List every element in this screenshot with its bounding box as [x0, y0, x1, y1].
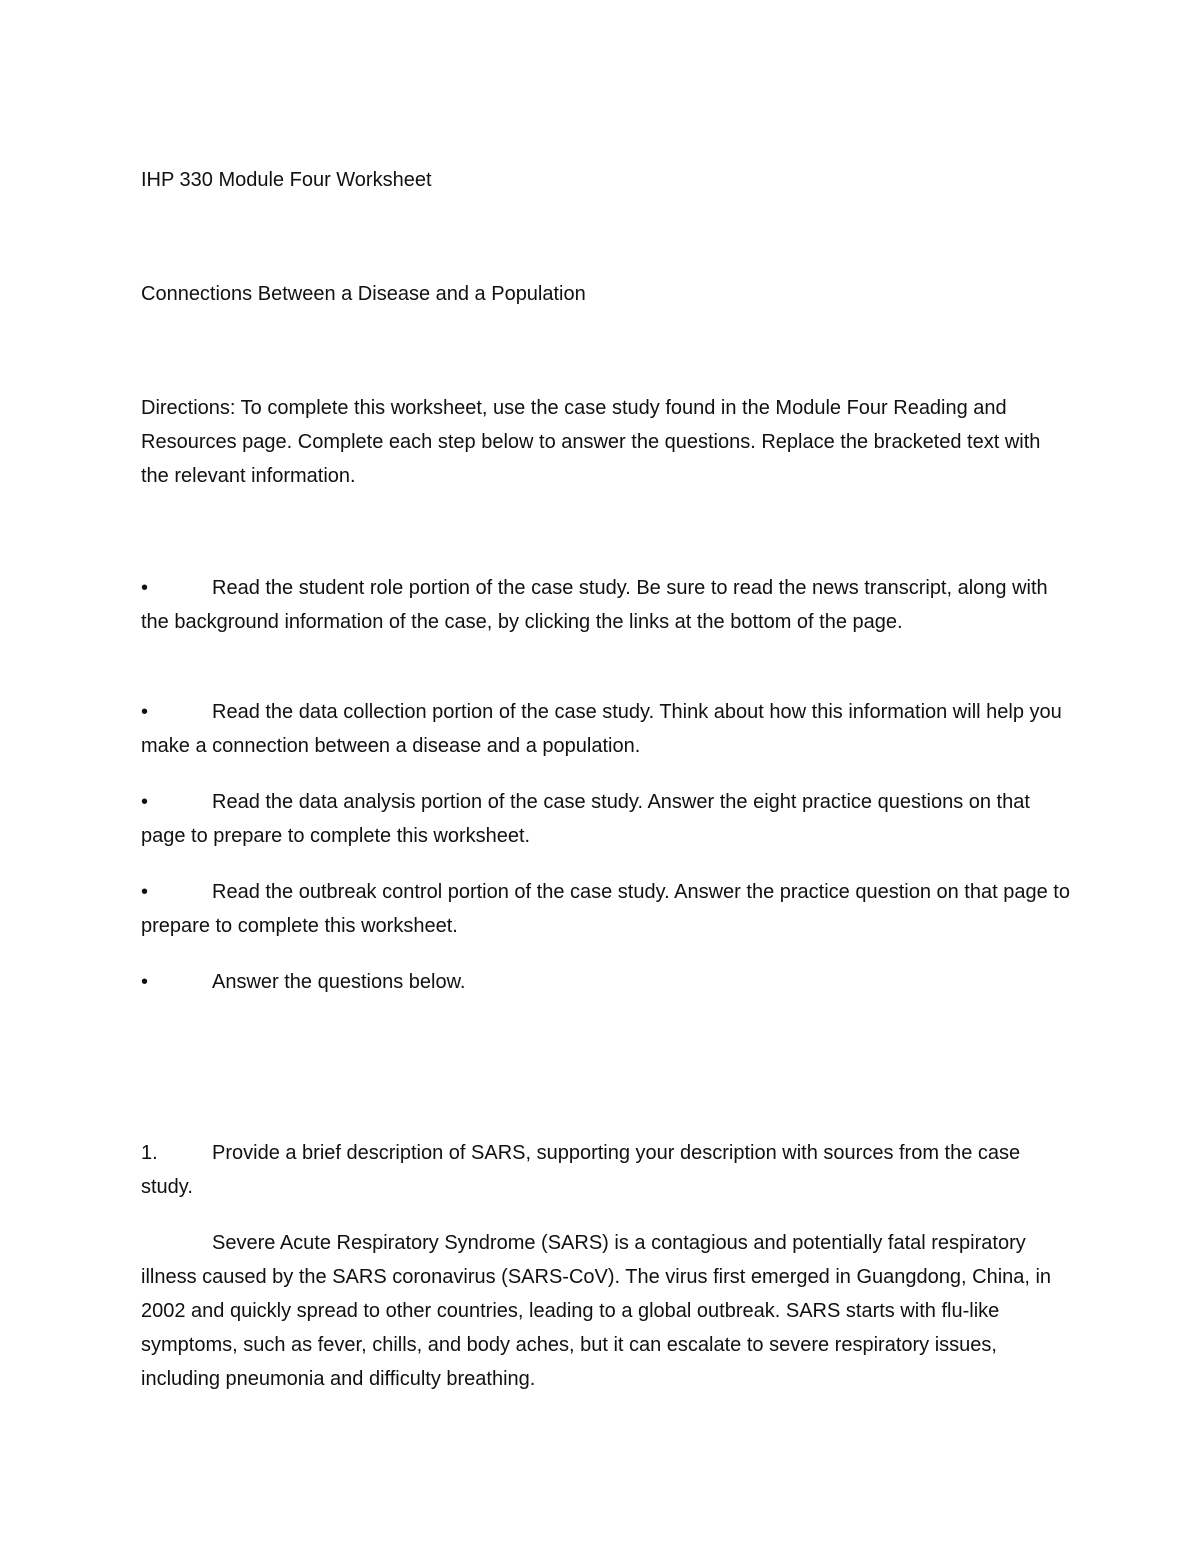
bullet-marker: •: [141, 881, 149, 903]
list-item: [141, 875, 1071, 943]
bullet-marker: •: [141, 971, 149, 993]
question-1: [141, 1136, 1071, 1204]
list-item-text: Read the data collection portion of the case study. Think about how this information will help you make a connection between a disease and a population.: [141, 701, 1062, 757]
list-item-text: Answer the questions below.: [212, 971, 466, 993]
bullet-marker: •: [141, 577, 149, 599]
bullet-marker: •: [141, 791, 149, 813]
list-item: [141, 571, 1071, 639]
list-item: [141, 695, 1071, 763]
question-number: 1.: [141, 1142, 158, 1164]
list-item: [141, 965, 1071, 999]
document-title: IHP 330 Module Four Worksheet: [141, 169, 432, 191]
bullet-marker: •: [141, 701, 149, 723]
answer-text: Severe Acute Respiratory Syndrome (SARS) is a contagious and potentially fatal respiratory illness caused by the SARS coronavirus (SARS-CoV). The virus first emerged in Guangdong, China, in 2002 and quickly spread to other countries, leading to a global outbreak. SARS starts with flu-like symptoms, such as fever, chills, and body aches, but it can escalate to severe respiratory issues, including pneumonia and difficulty breathing.: [141, 1232, 1052, 1390]
list-item-text: Read the student role portion of the case study. Be sure to read the news transcript, along with the background information of the case, by clicking the links at the bottom of the page.: [141, 577, 1048, 633]
answer-1: [141, 1226, 1071, 1396]
list-item-text: Read the data analysis portion of the case study. Answer the eight practice questions on that page to prepare to complete this worksheet.: [141, 791, 1030, 847]
list-item: [141, 785, 1071, 853]
list-item-text: Read the outbreak control portion of the case study. Answer the practice question on that page to prepare to complete this worksheet.: [141, 881, 1070, 937]
directions-paragraph: Directions: To complete this worksheet, use the case study found in the Module Four Reading and Resources page. Complete each step below to answer the questions. Replace the bracketed text with the relevant information.: [141, 397, 1041, 487]
document-subtitle: Connections Between a Disease and a Population: [141, 283, 586, 305]
question-text: Provide a brief description of SARS, supporting your description with sources from the case study.: [141, 1142, 1021, 1198]
